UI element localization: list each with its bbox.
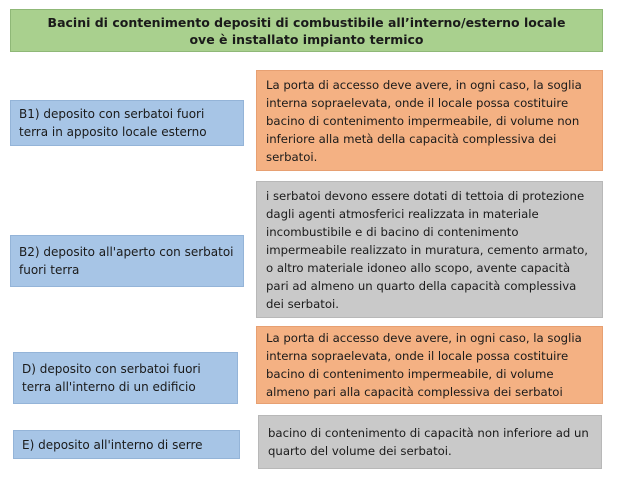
category-b2-label: B2) deposito all'aperto con serbatoi fuori terra xyxy=(19,245,234,277)
requirement-d xyxy=(256,326,603,404)
category-d-label: D) deposito con serbatoi fuori terra all'interno di un edificio xyxy=(22,362,201,394)
category-e-label: E) deposito all'interno di serre xyxy=(22,437,203,452)
requirement-d-text: La porta di accesso deve avere, in ogni caso, la soglia interna sopraelevata, onde il locale possa costituire bacino di contenimento impermeabile, di volume almeno pari alla capacità complessiva dei serbatoi xyxy=(266,331,582,399)
requirement-b2-text: i serbatoi devono essere dotati di tettoia di protezione dagli agenti atmosferici realizzata in materiale incombustibile e di bacino di contenimento impermeabile realizzato in muratura, cemento armato, o altro materiale idoneo allo scopo, avente capacità pari ad almeno un quarto della capacità complessiva dei serbatoi. xyxy=(266,188,588,311)
diagram-title-text: Bacini di contenimento depositi di combustibile all’interno/esterno locale ove è installato impianto termico xyxy=(47,14,566,47)
category-b1-label: B1) deposito con serbatoi fuori terra in apposito locale esterno xyxy=(19,107,207,139)
requirement-b2 xyxy=(256,181,603,318)
requirement-e xyxy=(258,415,602,469)
category-b1 xyxy=(10,100,244,146)
category-b2 xyxy=(10,235,244,287)
requirement-e-text: bacino di contenimento di capacità non inferiore ad un quarto del volume dei serbatoi. xyxy=(268,426,589,458)
category-e xyxy=(13,430,240,459)
requirement-b1-text: La porta di accesso deve avere, in ogni caso, la soglia interna sopraelevata, onde il locale possa costituire bacino di contenimento impermeabile, di volume non inferiore alla metà della capacità complessiva dei serbatoi. xyxy=(266,77,582,164)
category-d xyxy=(13,352,238,404)
requirement-b1 xyxy=(256,70,603,171)
diagram-title xyxy=(10,9,603,52)
